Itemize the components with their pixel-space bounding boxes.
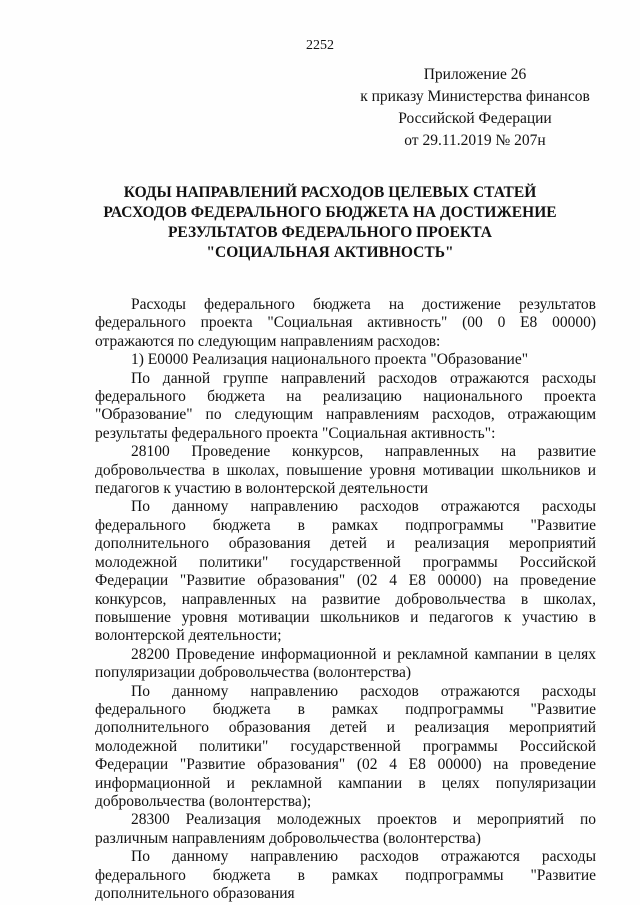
title-line: РЕЗУЛЬТАТОВ ФЕДЕРАЛЬНОГО ПРОЕКТА bbox=[167, 224, 493, 241]
body-paragraph: По данному направлению расходов отражаются расходы федерального бюджета в рамках подпрограммы "Развитие дополнительного образования детей и реализация мероприятий молодежной политики" государственной программы Российской Федерации "Развитие образования" (02 4 Е8 00000) на проведение конкурсов, направленных на развитие добровольчества в школах, повышение уровня мотивации школьников и педагогов к участию в волонтерской деятельности; bbox=[95, 498, 596, 645]
appendix-line: от 29.11.2019 № 207н bbox=[404, 132, 546, 149]
appendix-line: Российской Федерации bbox=[398, 110, 552, 127]
body-paragraph: 1) Е0000 Реализация национального проекта "Образование" bbox=[131, 351, 529, 369]
body-paragraph: 28200 Проведение информационной и рекламной кампании в целях популяризации добровольчества (волонтерства) bbox=[95, 645, 596, 682]
page-number: 2252 bbox=[306, 38, 334, 53]
appendix-line: Приложение 26 bbox=[423, 66, 527, 83]
appendix-block bbox=[340, 64, 610, 152]
title-line: "СОЦИАЛЬНАЯ АКТИВНОСТЬ" bbox=[206, 244, 454, 261]
body-paragraph: По данному направлению расходов отражаются расходы федерального бюджета в рамках подпрограммы "Развитие дополнительного образования bbox=[95, 848, 596, 902]
body-paragraph: 28300 Реализация молодежных проектов и мероприятий по различным направлениям добровольчества (волонтерства) bbox=[95, 811, 596, 847]
document-title bbox=[90, 183, 570, 263]
document-body bbox=[95, 296, 596, 903]
body-paragraph: По данному направлению расходов отражаются расходы федерального бюджета в рамках подпрограммы "Развитие дополнительного образования детей и реализация мероприятий молодежной политики" государственной программы Российской Федерации "Развитие образования" (02 4 Е8 00000) на проведение информационной и рекламной кампании в целях популяризации добровольчества (волонтерства); bbox=[95, 682, 596, 810]
title-line: РАСХОДОВ ФЕДЕРАЛЬНОГО БЮДЖЕТА НА ДОСТИЖЕНИЕ bbox=[103, 204, 557, 221]
body-paragraph: 28100 Проведение конкурсов, направленных на развитие добровольчества в школах, повышение уровня мотивации школьников и педагогов к участию в волонтерской деятельности bbox=[95, 443, 596, 498]
body-paragraph: По данной группе направлений расходов отражаются расходы федерального бюджета на реализацию национального проекта "Образование" по следующим направлениям расходов, отражающим результаты федерального проекта "Социальная активность": bbox=[95, 369, 596, 442]
title-line: КОДЫ НАПРАВЛЕНИЙ РАСХОДОВ ЦЕЛЕВЫХ СТАТЕЙ bbox=[123, 184, 537, 201]
appendix-line: к приказу Министерства финансов bbox=[360, 88, 590, 105]
body-paragraph: Расходы федерального бюджета на достижение результатов федерального проекта "Социальная активность" (00 0 Е8 00000) отражаются по следующим направлениям расходов: bbox=[95, 296, 596, 350]
